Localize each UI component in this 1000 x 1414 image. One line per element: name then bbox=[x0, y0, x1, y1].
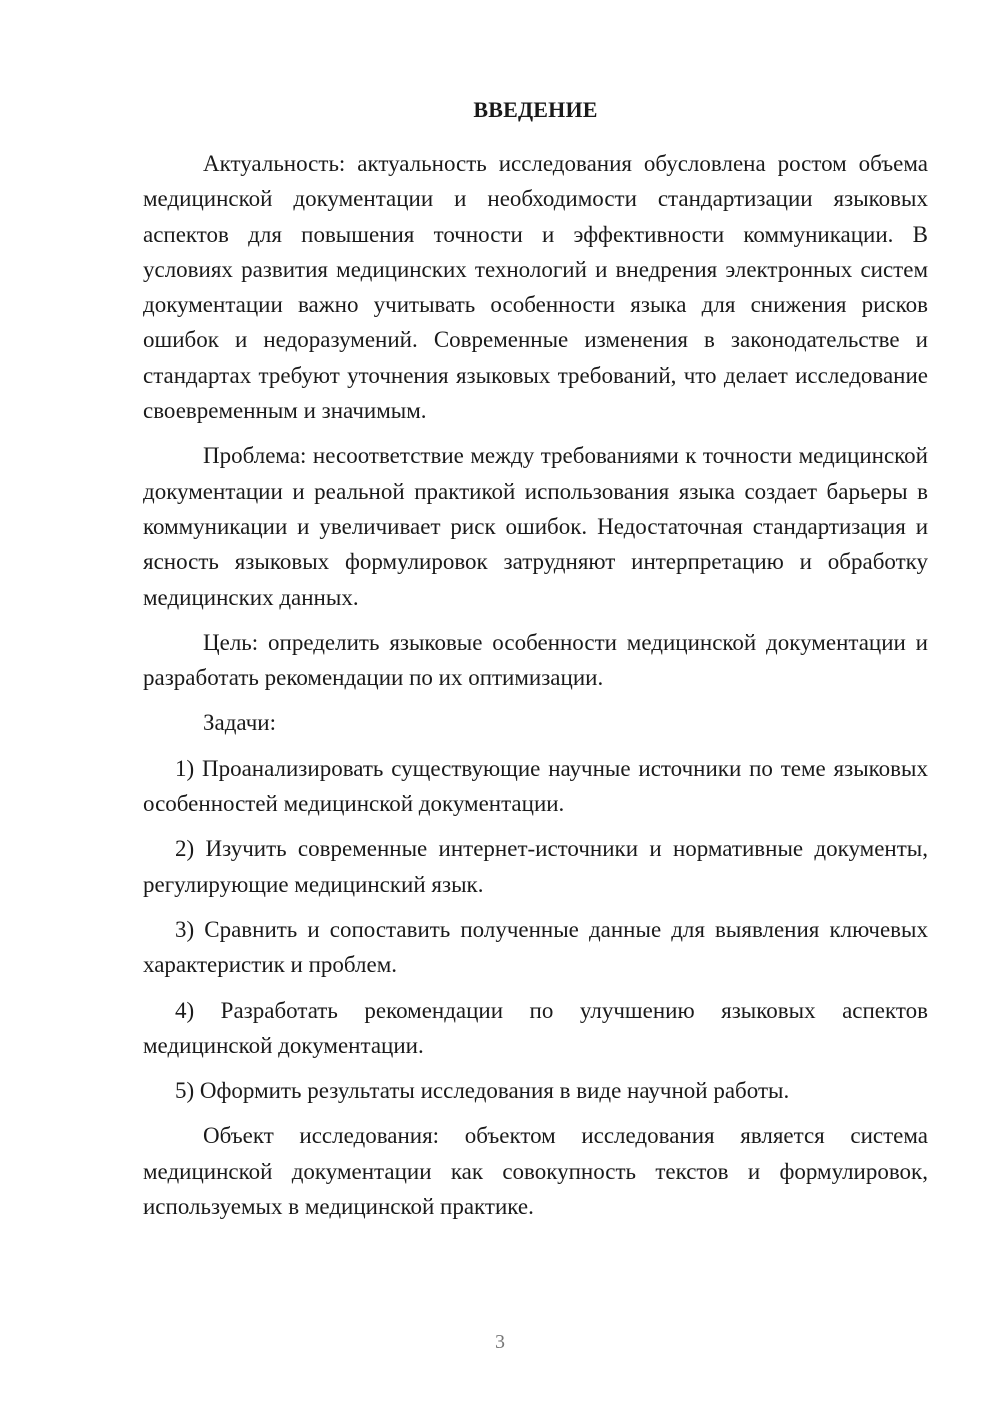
section-title: ВВЕДЕНИЕ bbox=[473, 97, 598, 122]
tasks-heading: Задачи: bbox=[203, 710, 276, 736]
paragraph-relevance: Актуальность: актуальность исследования обусловлена ростом объема медицинской документации и необходимости стандартизации языковых аспектов для повышения точности и эффективности коммуникации. В условиях развития медицинских технологий и внедрения электронных систем документации важно учитывать особенности языка для снижения рисков ошибок и недоразумений. Современные изменения в законодательстве и стандартах требуют уточнения языковых требований, что делает исследование своевременным и значимым. bbox=[143, 151, 928, 424]
task-item-5: 5) Оформить результаты исследования в виде научной работы. bbox=[175, 1078, 790, 1104]
paragraph-problem: Проблема: несоответствие между требованиями к точности медицинской документации и реальной практикой использования языка создает барьеры в коммуникации и увеличивает риск ошибок. Недостаточная стандартизация и ясность языковых формулировок затрудняют интерпретацию и обработку медицинских данных. bbox=[143, 443, 928, 610]
paragraph-goal: Цель: определить языковые особенности медицинской документации и разработать рекомендации по их оптимизации. bbox=[143, 629, 928, 691]
task-item-1: 1) Проанализировать существующие научные источники по теме языковых особенностей медицинской документации. bbox=[143, 755, 928, 817]
task-item-4: 4) Разработать рекомендации по улучшению языковых аспектов медицинской документации. bbox=[143, 997, 928, 1058]
document-page bbox=[143, 92, 928, 1234]
task-item-2: 2) Изучить современные интернет-источники и нормативные документы, регулирующие медицинский язык. bbox=[143, 836, 928, 897]
page-number: 3 bbox=[495, 1331, 505, 1353]
paragraph-object: Объект исследования: объектом исследования является система медицинской документации как совокупность текстов и формулировок, используемых в медицинской практике. bbox=[143, 1123, 928, 1220]
task-item-3: 3) Сравнить и сопоставить полученные данные для выявления ключевых характеристик и проблем. bbox=[143, 916, 928, 978]
